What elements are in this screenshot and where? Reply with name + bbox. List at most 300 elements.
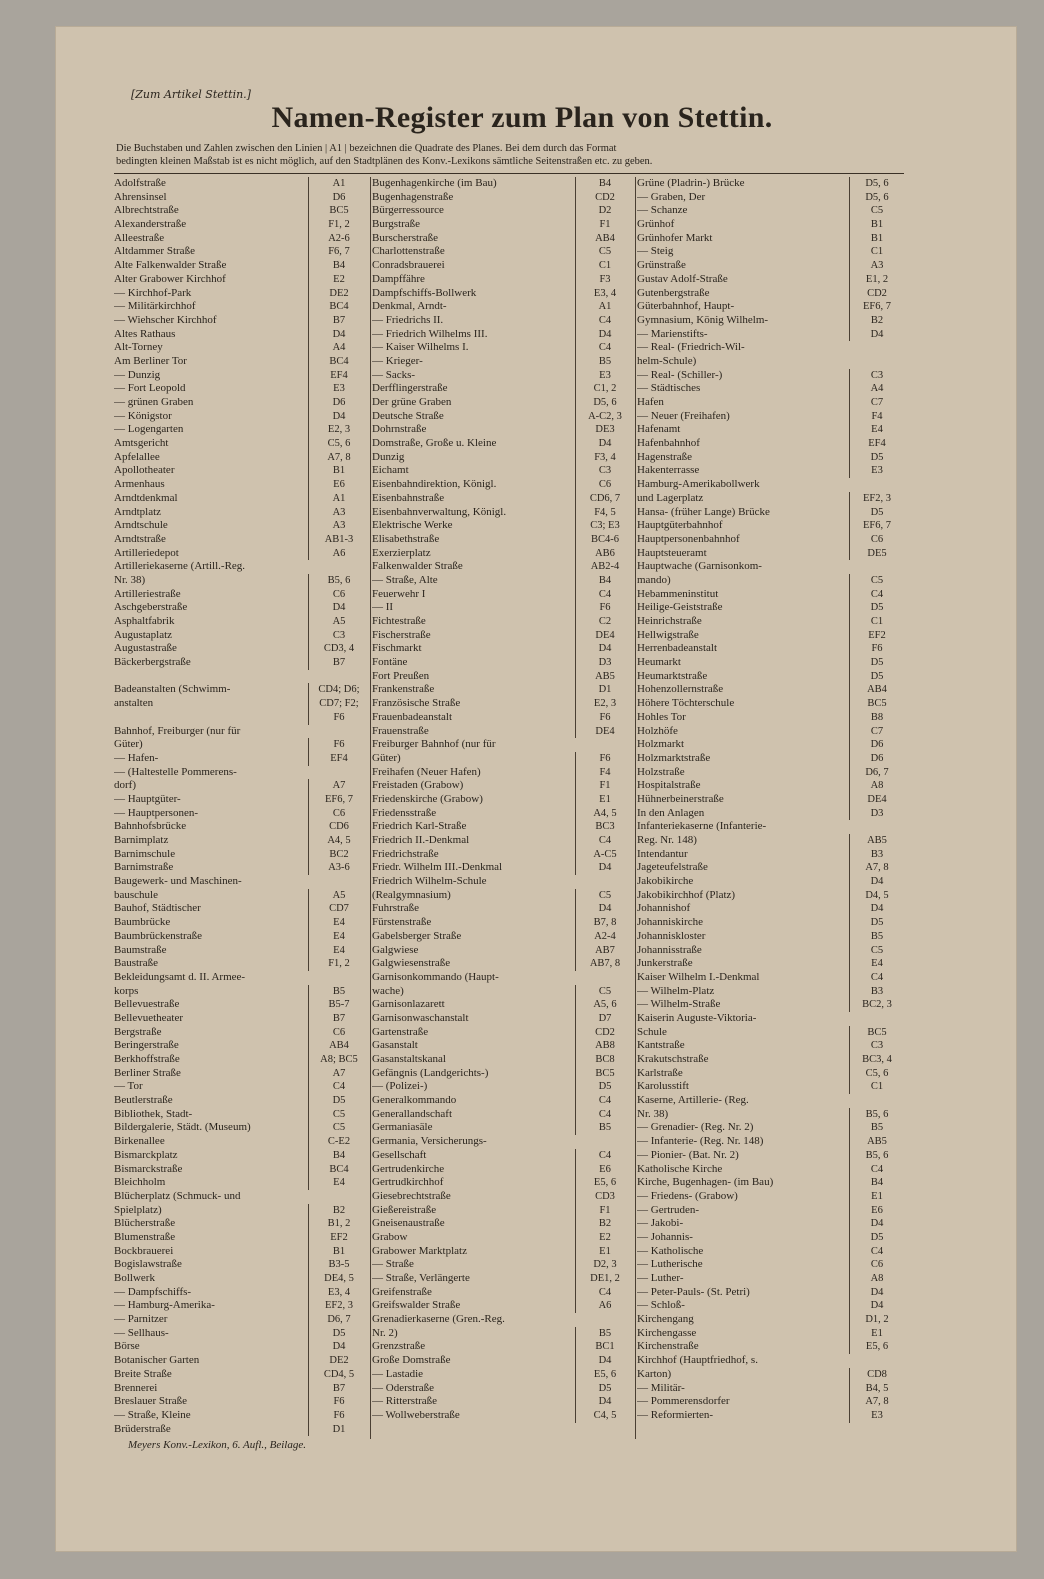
register-row	[114, 382, 369, 396]
register-row	[372, 437, 634, 451]
entry-name: Barnimstraße	[114, 861, 174, 874]
entry-name: Blücherplatz (Schmuck- und	[114, 1189, 241, 1202]
register-row	[114, 1354, 369, 1368]
register-row	[114, 560, 369, 574]
grid-square: C6	[308, 588, 369, 602]
entry-name: — Schloß-	[637, 1299, 685, 1312]
entry-name: Grenadierkaserne (Gren.-Reg.	[372, 1313, 505, 1326]
grid-square: F6	[308, 1395, 369, 1409]
grid-square: D4, 5	[849, 889, 904, 903]
entry-name: — Militärkirchhof	[114, 300, 196, 313]
register-row	[114, 1163, 369, 1177]
grid-square: D2, 3	[575, 1258, 634, 1272]
grid-square: D6	[308, 191, 369, 205]
grid-square: E3, 4	[308, 1286, 369, 1300]
register-row	[114, 834, 369, 848]
entry-name: — Städtisches	[637, 382, 701, 395]
grid-square: C5	[849, 574, 904, 588]
grid-square: A4, 5	[308, 834, 369, 848]
register-row	[114, 328, 369, 342]
entry-name: Fischerstraße	[372, 628, 431, 641]
entry-name: Baustraße	[114, 957, 158, 970]
register-row	[637, 807, 904, 821]
grid-square: F4	[575, 766, 634, 780]
entry-name: — Reformierten-	[637, 1408, 714, 1421]
register-row	[637, 341, 904, 355]
grid-square: A5	[308, 615, 369, 629]
entry-name: Gutenbergstraße	[637, 286, 710, 299]
entry-name: Apfelallee	[114, 450, 160, 463]
register-row	[372, 1231, 634, 1245]
register-row	[372, 1327, 634, 1341]
entry-name: Friedensstraße	[372, 806, 437, 819]
entry-name: — Dampfschiffs-	[114, 1285, 192, 1298]
register-row	[372, 998, 634, 1012]
register-row	[637, 861, 904, 875]
entry-name: Heumarktstraße	[637, 669, 708, 682]
register-row	[637, 615, 904, 629]
grid-square: AB1-3	[308, 533, 369, 547]
register-row	[637, 971, 904, 985]
entry-name: Breslauer Straße	[114, 1395, 187, 1408]
entry-name: Heumarkt	[637, 656, 681, 669]
grid-square: DE2	[308, 287, 369, 301]
entry-name: — Pionier- (Bat. Nr. 2)	[637, 1148, 739, 1161]
register-row	[372, 1409, 634, 1423]
grid-square: E6	[308, 478, 369, 492]
register-row	[114, 725, 369, 739]
register-row	[637, 464, 904, 478]
grid-square: CD6, 7	[575, 492, 634, 506]
entry-name: Fichtestraße	[372, 615, 426, 627]
grid-square: B7	[308, 314, 369, 328]
register-row	[114, 1286, 369, 1300]
register-row	[114, 820, 369, 834]
entry-name: Brüderstraße	[114, 1422, 171, 1435]
grid-square: D6, 7	[849, 766, 904, 780]
entry-name: Friedrichstraße	[372, 847, 439, 860]
entry-name: Hebammeninstitut	[637, 587, 719, 600]
register-row	[372, 1080, 634, 1094]
grid-square: E6	[575, 1163, 634, 1177]
grid-square: C5	[849, 944, 904, 958]
grid-square: BC5	[849, 1026, 904, 1040]
grid-square: E3	[849, 1409, 904, 1423]
register-row	[637, 820, 904, 834]
grid-square: B5	[849, 1121, 904, 1135]
entry-name: Galgwiesenstraße	[372, 957, 451, 970]
grid-square: BC4	[308, 300, 369, 314]
register-row	[114, 574, 369, 588]
entry-name: Schule	[637, 1025, 667, 1038]
column-divider	[370, 177, 371, 1439]
register-row	[114, 533, 369, 547]
grid-square: C5	[575, 889, 634, 903]
entry-name: Bergstraße	[114, 1025, 162, 1038]
grid-square: D7	[575, 1012, 634, 1026]
register-row	[372, 807, 634, 821]
entry-name: Gymnasium, König Wilhelm-	[637, 313, 769, 326]
register-row	[114, 547, 369, 561]
grid-square: A2-4	[575, 930, 634, 944]
register-row	[637, 725, 904, 739]
register-row	[114, 1327, 369, 1341]
grid-square: AB5	[849, 834, 904, 848]
register-row	[637, 437, 904, 451]
register-row	[114, 1245, 369, 1259]
grid-square: B4, 5	[849, 1382, 904, 1396]
entry-name: Jakobikirche	[637, 875, 694, 888]
register-row	[114, 177, 369, 191]
grid-square: A1	[308, 492, 369, 506]
register-row	[637, 1094, 904, 1108]
entry-name: Hafen	[637, 396, 664, 408]
entry-name: Artilleriedepot	[114, 546, 179, 559]
entry-name: — Johannis-	[637, 1230, 693, 1243]
entry-name: Hohles Tor	[637, 710, 686, 723]
register-row	[637, 245, 904, 259]
entry-name: Jageteufelstraße	[637, 861, 708, 874]
grid-square: C4	[575, 1149, 634, 1163]
entry-name: — II	[372, 601, 394, 614]
register-row	[637, 355, 904, 369]
register-row	[372, 232, 634, 246]
register-row	[637, 451, 904, 465]
grid-square: B1	[849, 232, 904, 246]
register-row	[372, 1053, 634, 1067]
register-row	[372, 588, 634, 602]
grid-square: E6	[849, 1204, 904, 1218]
grid-square: D4	[849, 328, 904, 342]
grid-square: BC4	[308, 355, 369, 369]
grid-square: BC2, 3	[849, 998, 904, 1012]
grid-square: B1	[308, 464, 369, 478]
register-row	[372, 957, 634, 971]
note-line-2: bedingten kleinen Maßstab ist es nicht möglich, auf den Stadtplänen des Konv.-Lexikons sämtliche Seitenstraßen etc. zu geben.	[116, 156, 653, 167]
entry-name: — Wollweberstraße	[372, 1408, 460, 1421]
entry-name: Denkmal, Arndt-	[372, 300, 447, 313]
entry-name: Hohenzollernstraße	[637, 683, 724, 696]
entry-name: Baumbrückenstraße	[114, 929, 202, 942]
grid-square: A3	[308, 519, 369, 533]
entry-name: — Sacks-	[372, 368, 416, 381]
register-row	[372, 766, 634, 780]
entry-name: Bibliothek, Stadt-	[114, 1107, 193, 1120]
entry-name: Dampffähre	[372, 272, 425, 285]
register-row	[372, 1108, 634, 1122]
grid-square: F4	[849, 410, 904, 424]
register-row	[637, 670, 904, 684]
entry-name: Charlottenstraße	[372, 245, 445, 258]
register-row	[114, 1382, 369, 1396]
register-column-3	[637, 177, 904, 1439]
grid-square: F1	[575, 218, 634, 232]
grid-square: D1, 2	[849, 1313, 904, 1327]
register-row	[637, 533, 904, 547]
entry-name: Alleestraße	[114, 231, 165, 244]
entry-name: Generallandschaft	[372, 1107, 453, 1120]
column-divider	[635, 177, 636, 1439]
entry-name: Elisabethstraße	[372, 532, 440, 545]
register-row	[114, 752, 369, 766]
entry-name: — Friedrichs II.	[372, 313, 444, 326]
entry-name: Nr. 38)	[114, 573, 146, 586]
register-row	[372, 519, 634, 533]
entry-name: Artilleriestraße	[114, 587, 181, 600]
register-row	[114, 191, 369, 205]
register-row	[372, 1026, 634, 1040]
register-row	[372, 1368, 634, 1382]
grid-square: B4	[308, 1149, 369, 1163]
grid-square: CD4; D6;	[308, 683, 369, 697]
grid-square: C4	[575, 341, 634, 355]
register-row	[372, 218, 634, 232]
entry-name: Brennerei	[114, 1381, 158, 1394]
header-rule	[114, 173, 904, 174]
entry-name: Barnimschule	[114, 847, 176, 860]
register-row	[372, 355, 634, 369]
grid-square: DE4	[575, 725, 634, 739]
grid-square: C5	[575, 245, 634, 259]
register-row	[637, 328, 904, 342]
grid-square: BC3	[575, 820, 634, 834]
register-row	[637, 779, 904, 793]
register-row	[637, 1080, 904, 1094]
grid-square: A5	[308, 889, 369, 903]
entry-name: Baugewerk- und Maschinen-	[114, 875, 242, 888]
grid-square: B5-7	[308, 998, 369, 1012]
grid-square: A-C5	[575, 848, 634, 862]
register-row	[637, 1163, 904, 1177]
entry-name: Hauptwache (Garnisonkom-	[637, 560, 762, 573]
entry-name: — Kaiser Wilhelms I.	[372, 341, 469, 354]
entry-name: — grünen Graben	[114, 396, 194, 408]
register-row	[372, 752, 634, 766]
grid-square: E4	[308, 930, 369, 944]
grid-square: A7	[308, 779, 369, 793]
entry-name: — Schanze	[637, 204, 688, 217]
entry-name: — Krieger-	[372, 354, 423, 367]
entry-name: — Oderstraße	[372, 1381, 435, 1394]
entry-name: Hafenamt	[637, 423, 681, 436]
register-row	[114, 1272, 369, 1286]
entry-name: Bürgerressource	[372, 204, 444, 217]
entry-name: Baumstraße	[114, 943, 167, 956]
grid-square: C6	[308, 1026, 369, 1040]
grid-square: B3-5	[308, 1258, 369, 1272]
entry-name: Holzmarktstraße	[637, 751, 711, 764]
grid-square: C3	[575, 464, 634, 478]
entry-name: Alte Falkenwalder Straße	[114, 259, 227, 272]
entry-name: Freihafen (Neuer Hafen)	[372, 765, 481, 778]
register-row	[372, 1382, 634, 1396]
register-row	[637, 1354, 904, 1368]
grid-square: B5	[575, 1121, 634, 1135]
grid-square: D6	[308, 396, 369, 410]
grid-square: AB5	[575, 670, 634, 684]
grid-square: D3	[849, 807, 904, 821]
grid-square: D4	[849, 1299, 904, 1313]
grid-square: D5	[308, 1094, 369, 1108]
entry-name: Grünstraße	[637, 259, 686, 272]
register-row	[372, 464, 634, 478]
entry-name: Hagenstraße	[637, 450, 692, 463]
register-row	[114, 204, 369, 218]
grid-square: A3-6	[308, 861, 369, 875]
entry-name: Bugenhagenstraße	[372, 190, 454, 203]
register-row	[114, 807, 369, 821]
register-row	[637, 656, 904, 670]
grid-square: D4	[849, 902, 904, 916]
grid-square: A7, 8	[849, 1395, 904, 1409]
entry-name: Frauenstraße	[372, 724, 429, 737]
register-row	[114, 1108, 369, 1122]
entry-name: Augustaplatz	[114, 628, 173, 641]
entry-name: Altdammer Straße	[114, 245, 195, 258]
register-row	[114, 1395, 369, 1409]
register-row	[114, 985, 369, 999]
grid-square: D5	[849, 916, 904, 930]
register-row	[372, 533, 634, 547]
grid-square: A5, 6	[575, 998, 634, 1012]
register-row	[114, 601, 369, 615]
grid-square: D4	[308, 410, 369, 424]
entry-name: Am Berliner Tor	[114, 354, 187, 367]
entry-name: Ahrensinsel	[114, 190, 167, 203]
entry-name: — Katholische	[637, 1244, 704, 1257]
entry-name: — Real- (Friedrich-Wil-	[637, 341, 745, 354]
grid-square: A1	[575, 300, 634, 314]
grid-square: D6, 7	[308, 1313, 369, 1327]
entry-name: Bahnhof, Freiburger (nur für	[114, 724, 241, 737]
grid-square: D4	[849, 875, 904, 889]
register-row	[637, 629, 904, 643]
register-row	[637, 1299, 904, 1313]
grid-square: D4	[575, 642, 634, 656]
grid-square: B4	[308, 259, 369, 273]
grid-square: F6	[308, 738, 369, 752]
grid-square: E1, 2	[849, 273, 904, 287]
register-row	[372, 615, 634, 629]
grid-square: B7	[308, 1382, 369, 1396]
register-row	[114, 410, 369, 424]
grid-square: CD2	[575, 1026, 634, 1040]
register-row	[114, 1067, 369, 1081]
grid-square: E4	[308, 916, 369, 930]
register-row	[637, 1231, 904, 1245]
entry-name: Große Domstraße	[372, 1354, 451, 1367]
grid-square: A8	[849, 779, 904, 793]
grid-square: D5	[849, 451, 904, 465]
entry-name: — Fort Leopold	[114, 382, 186, 395]
grid-square: D4	[575, 328, 634, 342]
entry-name: bauschule	[114, 888, 158, 901]
register-column-2	[372, 177, 634, 1439]
register-row	[637, 519, 904, 533]
entry-name: Bauhof, Städtischer	[114, 902, 201, 915]
grid-square: AB6	[575, 547, 634, 561]
grid-square: E4	[849, 423, 904, 437]
register-row	[372, 574, 634, 588]
entry-name: — Infanterie- (Reg. Nr. 148)	[637, 1135, 764, 1148]
register-row	[372, 601, 634, 615]
entry-name: Friedrich Wilhelm-Schule	[372, 875, 487, 888]
grid-square: D5	[308, 1327, 369, 1341]
grid-square: AB2-4	[575, 560, 634, 574]
entry-name: Bogislawstraße	[114, 1258, 182, 1271]
entry-name: Hansa- (früher Lange) Brücke	[637, 505, 770, 518]
register-row	[114, 1368, 369, 1382]
page-title: Namen-Register zum Plan von Stettin.	[271, 101, 773, 134]
entry-name: Hühnerbeinerstraße	[637, 792, 724, 805]
register-row	[372, 971, 634, 985]
grid-square: B1	[849, 218, 904, 232]
register-row	[114, 1039, 369, 1053]
entry-name: Kirchengang	[637, 1313, 694, 1326]
grid-square: B5	[849, 930, 904, 944]
grid-square: C6	[575, 478, 634, 492]
grid-square: E3	[308, 382, 369, 396]
register-row	[637, 478, 904, 492]
grid-square: D5, 6	[849, 177, 904, 191]
entry-name: Infanteriekaserne (Infanterie-	[637, 820, 767, 833]
register-row	[114, 629, 369, 643]
register-row	[372, 369, 634, 383]
register-row	[637, 834, 904, 848]
grid-square: E1	[849, 1190, 904, 1204]
register-row	[372, 1217, 634, 1231]
entry-name: Greifswalder Straße	[372, 1299, 461, 1312]
grid-square: D5	[575, 1382, 634, 1396]
register-row	[114, 656, 369, 670]
entry-name: Garnisonlazarett	[372, 998, 445, 1011]
register-row	[637, 683, 904, 697]
entry-name: — Wilhelm-Platz	[637, 984, 715, 997]
entry-name: — Ritterstraße	[372, 1395, 438, 1408]
register-row	[372, 683, 634, 697]
entry-name: Friedr. Wilhelm III.-Denkmal	[372, 861, 503, 874]
register-row	[114, 875, 369, 889]
grid-square: E2, 3	[575, 697, 634, 711]
register-row	[114, 1299, 369, 1313]
grid-square: D4	[308, 328, 369, 342]
entry-name: — Militär-	[637, 1381, 685, 1394]
grid-square: E5, 6	[575, 1176, 634, 1190]
register-row	[114, 1012, 369, 1026]
grid-square: C7	[849, 725, 904, 739]
grid-square: F1, 2	[308, 957, 369, 971]
entry-name: Fuhrstraße	[372, 902, 420, 915]
entry-name: Hauptgüterbahnhof	[637, 519, 723, 532]
grid-square: F6	[308, 711, 369, 725]
grid-square: D5	[849, 506, 904, 520]
entry-name: Krakutschstraße	[637, 1053, 709, 1065]
entry-name: Karton)	[637, 1367, 672, 1380]
entry-name: — Logengarten	[114, 423, 184, 436]
register-row	[637, 287, 904, 301]
register-row	[637, 273, 904, 287]
grid-square: BC3, 4	[849, 1053, 904, 1067]
register-row	[637, 1245, 904, 1259]
entry-name: Güterbahnhof, Haupt-	[637, 300, 735, 313]
entry-name: Herrenbadeanstalt	[637, 642, 718, 655]
entry-name: — Peter-Pauls- (St. Petri)	[637, 1285, 750, 1298]
register-row	[637, 1395, 904, 1409]
grid-square: D4	[575, 902, 634, 916]
grid-square: F6	[308, 1409, 369, 1423]
register-row	[372, 1163, 634, 1177]
grid-square: B5	[308, 985, 369, 999]
